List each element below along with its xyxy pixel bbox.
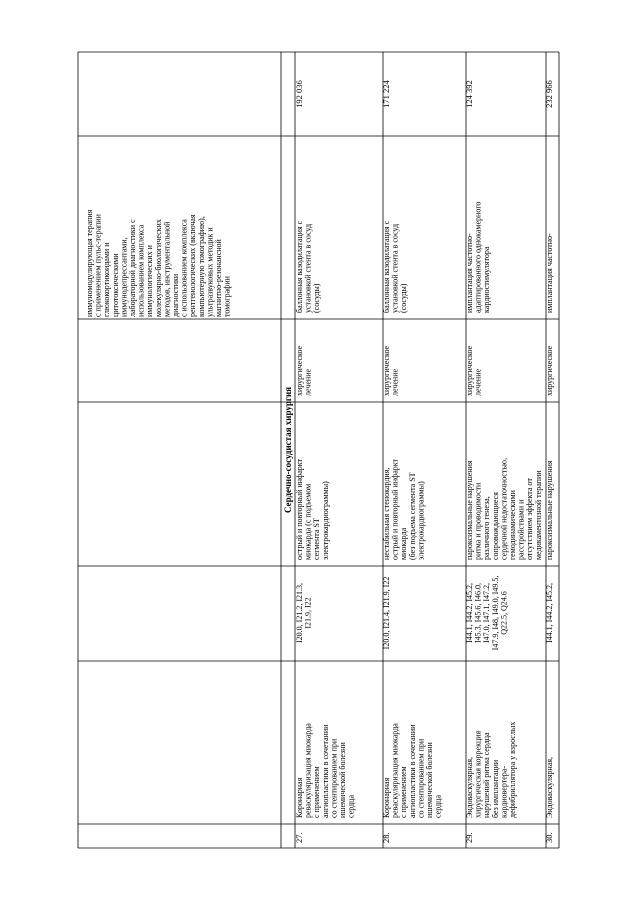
patient-model	[465, 458, 543, 560]
text-line: (без подъема сегмента ST	[407, 472, 417, 560]
text-line: без имплантации	[490, 759, 500, 818]
text-line: молекулярно-биологических	[153, 219, 163, 317]
patient-model	[295, 458, 330, 560]
text-line: иммунологических и	[145, 245, 155, 317]
text-line: баллонная вазодилатация с	[382, 220, 391, 313]
text-line: адаптированного однокамерного	[473, 201, 483, 313]
text-line: имплантация частотно-	[465, 233, 474, 313]
text-line: сердечной недостаточностью,	[499, 458, 509, 560]
method-cell-text	[85, 209, 232, 317]
table-row	[544, 80, 554, 843]
continuation-row	[85, 209, 232, 317]
treatment-type	[465, 345, 483, 396]
treatment-method	[545, 233, 554, 313]
procedure-name	[295, 723, 356, 818]
text-line: ангиопластики в сочетании	[407, 724, 417, 818]
text-line: кардиостимулятора	[482, 246, 492, 313]
text-line: нестабильная стенокардия,	[382, 467, 391, 560]
text-line: Эндоваскулярная,	[465, 756, 474, 818]
text-line: цитотоксическими	[110, 253, 120, 317]
text-line: реваскуляризация миокарда	[303, 723, 313, 818]
treatment-method	[382, 220, 408, 313]
text-line: магнитно-резонансной	[213, 239, 223, 317]
text-line: хирургическая коррекция	[473, 730, 483, 818]
patient-model	[545, 460, 554, 560]
treatment-type	[382, 345, 400, 396]
text-line: электрокардиограммы)	[320, 481, 330, 560]
text-line: острый и повторный инфаркт	[390, 458, 400, 560]
text-line: миокарда (с подъемом	[303, 483, 313, 560]
text-line: (сосуды)	[399, 283, 409, 313]
table-row	[381, 79, 443, 843]
table-row	[464, 80, 543, 843]
text-line: I44.1, I44.2, I45.2,	[545, 583, 554, 643]
text-line: расстройствами и	[516, 499, 526, 560]
text-line: сегмента ST	[312, 518, 322, 560]
text-line: ритма и проводимости	[473, 482, 483, 560]
row-number: 29.	[464, 832, 474, 843]
table-row	[294, 80, 356, 843]
text-line: дефибриллятора у взрослых	[508, 721, 517, 818]
text-line: баллонная вазодилатация с	[295, 220, 304, 313]
treatment-method	[295, 220, 321, 313]
cost-value: 171 224	[381, 80, 391, 108]
text-line: лечение	[390, 368, 400, 396]
text-line: сопровождающиеся	[490, 492, 500, 560]
text-line: с использованием комплекса	[179, 219, 189, 317]
text-line: медикаментозной терапии	[533, 470, 543, 560]
text-line: нарушений ритма сердца	[482, 732, 492, 818]
table-grid	[78, 52, 559, 848]
section-header: Сердечно-сосудистая хирургия	[283, 387, 293, 513]
text-line: глюкокортикоидами и	[102, 242, 112, 317]
text-line: Q22.5, Q24.6	[499, 591, 509, 635]
text-line: лечение	[303, 368, 313, 396]
text-line: сердца	[433, 795, 443, 818]
text-line: I44.1, I44.2, I45.2,	[465, 583, 474, 643]
text-line: компьютерную томографию),	[196, 216, 206, 317]
text-line: ишемической болезни	[425, 742, 434, 818]
text-line: I20.0, I21.4, I21.9, I22	[382, 576, 391, 650]
icd-codes	[465, 576, 508, 651]
text-line: установкой стента в сосуд	[303, 223, 313, 313]
text-line: ишемической болезни	[338, 742, 347, 818]
cost-value: 232 966	[544, 80, 554, 108]
text-line: хирургическое	[382, 345, 391, 396]
text-line: хирургическое	[465, 345, 474, 396]
cost-value: 192 036	[294, 80, 304, 108]
text-line: электрокардиограммы)	[416, 481, 426, 560]
icd-codes	[295, 583, 313, 643]
text-line: сердца	[346, 795, 356, 818]
text-line: I47.0, I47.1, I47.2,	[482, 583, 492, 643]
text-line: различного генеза,	[482, 496, 492, 560]
text-line: кардиовертера-	[499, 766, 509, 818]
treatment-type	[295, 345, 313, 396]
text-line: диагностики	[171, 273, 180, 317]
procedure-name	[545, 757, 554, 818]
text-line: со стентированием при	[329, 738, 339, 818]
text-line: лабораторной диагностики с	[128, 219, 137, 317]
text-line: методов, инструментальной	[162, 221, 172, 317]
text-line: I45.3, I45.6, I46.0,	[473, 583, 483, 643]
text-line: хирургическое	[545, 345, 554, 396]
text-line: хирургическое	[295, 345, 304, 396]
text-line: имплантация частотно-	[545, 233, 554, 313]
text-line: с применением	[312, 766, 322, 818]
text-line: с применением пульс-терапии	[93, 214, 103, 317]
text-line: иммунодепрессантами,	[119, 237, 129, 317]
text-line: Эндоваскулярная,	[545, 756, 554, 818]
cost-value: 124 392	[464, 80, 474, 108]
procedure-name	[382, 723, 443, 818]
icd-codes	[545, 583, 554, 643]
text-line: со стентированием при	[416, 738, 426, 818]
text-line: ультразвуковых методик и	[205, 227, 215, 317]
text-line: использованием комплекса	[136, 224, 146, 317]
text-line: I47.9, I48, I49.0, I49.5,	[490, 575, 500, 651]
text-line: отсутствием эффекта от	[525, 478, 535, 560]
patient-model	[382, 458, 425, 560]
text-line: гемодинамическими	[508, 490, 517, 560]
text-line: ангиопластики в сочетании	[320, 724, 330, 818]
text-line: I21.9, I22	[303, 597, 313, 629]
treatment-method	[465, 202, 491, 313]
text-line: I20.0, I21.2, I21.3,	[295, 583, 304, 643]
text-line: с применением	[399, 766, 409, 818]
text-line: пароксизмальные нарушения	[545, 460, 554, 560]
row-number: 30.	[544, 832, 554, 843]
text-line: лечение	[473, 368, 483, 396]
text-line: реваскуляризация миокарда	[390, 723, 400, 818]
row-number: 27.	[294, 832, 304, 843]
procedure-name	[465, 722, 517, 818]
text-line: Коронарная	[382, 777, 391, 818]
row-number: 28.	[381, 832, 391, 843]
text-line: рентгенологических (включая	[188, 214, 198, 317]
text-line: миокарда	[399, 527, 409, 560]
text-line: иммуномодулирующая терапия	[85, 209, 94, 317]
text-line: острый и повторный инфаркт	[295, 458, 304, 560]
table-rows	[294, 79, 554, 843]
text-line: (сосуды)	[312, 283, 322, 313]
treatment-type	[545, 345, 554, 396]
text-line: пароксизмальные нарушения	[465, 460, 474, 560]
text-line: установкой стента в сосуд	[390, 223, 400, 313]
icd-codes	[382, 577, 391, 650]
text-line: томографии	[222, 276, 232, 317]
text-line: Коронарная	[295, 777, 304, 818]
